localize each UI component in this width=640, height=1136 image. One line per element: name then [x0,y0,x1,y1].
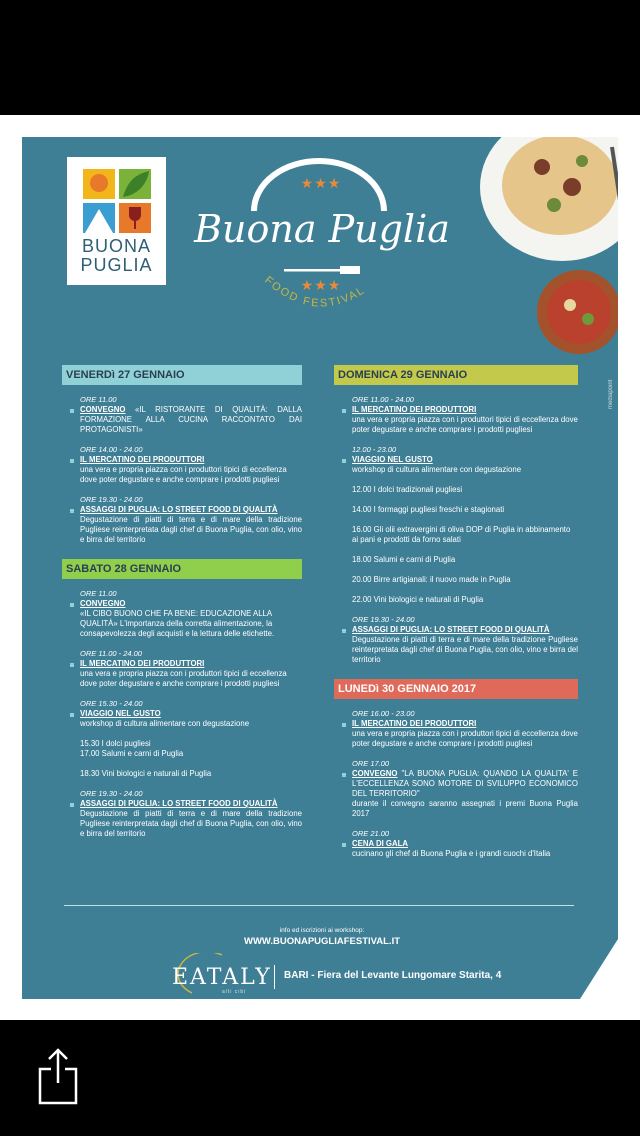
event-desc: una vera e propria piazza con i produttori tipici di eccellenza dove poter degustare e anche comprare i prodotti pugliesi [352,415,578,434]
event-time: ORE 11.00 [80,589,117,598]
event-time: ORE 17.00 [352,759,390,768]
event-desc: una vera e propria piazza con i produttori tipici di eccellenza dove poter degustare e anche comprare i prodotti pugliesi [352,729,578,748]
event-name: IL MERCATINO DEI PRODUTTORI [352,405,578,415]
event-time: ORE 11.00 - 24.00 [352,395,414,404]
page-fold-corner [580,939,618,999]
event-time: 12.00 - 23.00 [352,445,397,454]
event-name: IL MERCATINO DEI PRODUTTORI [80,659,302,669]
poster [22,137,618,999]
workshop-line: 12.00 I dolci tradizionali pugliesi [352,485,463,494]
event-item [62,495,302,545]
pasta-dish-image [462,137,618,267]
event-item [334,595,578,605]
event-item [62,445,302,485]
event-name: IL MERCATINO DEI PRODUTTORI [80,455,302,465]
day-header-saturday: SABATO 28 GENNAIO [62,559,302,579]
day-header-monday: LUNEDì 30 GENNAIO 2017 [334,679,578,699]
event-time: ORE 19.30 - 24.00 [80,495,143,504]
event-name: VIAGGIO NEL GUSTO [80,709,302,719]
workshop-line: 22.00 Vini biologici e naturali di Puglia [352,595,484,604]
event-name: ASSAGGI DI PUGLIA: LO STREET FOOD DI QUALITÀ [80,505,302,515]
event-desc: Degustazione di piatti di terra e di mare della tradizione Pugliese reinterpretata dagli chef di Buona Puglia, con olio, vino e birra del territorio [352,635,578,664]
event-item [334,395,578,435]
event-name: CENA DI GALA [352,839,578,849]
info-text: info ed iscrizioni ai workshop: [279,927,365,934]
stars-top: ★★★ [300,175,342,191]
workshop-line: 18.30 Vini biologici e naturali di Puglia [80,769,212,778]
stars-bottom: ★★★ [300,277,342,293]
event-desc: workshop di cultura alimentare con degustazione [80,719,250,728]
event-time: ORE 19.30 - 24.00 [80,789,143,798]
workshop-line: 16.00 Gli olii extravergini di oliva DOP di Puglia in abbinamento ai pani e prodotti da forno salati [352,525,571,544]
event-title-line [80,405,302,435]
event-title-line [352,769,578,799]
event-item [334,709,578,749]
top-black-bar [0,0,640,115]
bottom-toolbar [0,1020,640,1136]
logo-line-1: BUONA [81,236,151,256]
event-desc: cucinano gli chef di Buona Puglia e i grandi cuochi d'Italia [352,849,551,858]
workshop-line: 18.00 Salumi e carni di Puglia [352,555,456,564]
logo-mark-icon [83,169,151,233]
event-time: ORE 19.30 - 24.00 [352,615,415,624]
website-link[interactable]: WWW.BUONAPUGLIAFESTIVAL.IT [243,936,401,947]
footer-vertical-divider [274,965,275,989]
event-item [334,485,578,495]
event-time: ORE 11.00 [80,395,117,404]
event-item [334,575,578,585]
festival-title: Buona Puglia [194,207,450,251]
event-item [334,615,578,665]
event-item [334,759,578,819]
day-header-sunday: DOMENICA 29 GENNAIO [334,365,578,385]
venue-address: BARI - Fiera del Levante Lungomare Starita, 4 [284,970,502,981]
event-item [334,525,578,545]
fork-icon [284,265,360,275]
event-name: ASSAGGI DI PUGLIA: LO STREET FOOD DI QUALITÀ [352,625,578,635]
event-name-rest: «IL RISTORANTE DI QUALITÀ: DALLA FORMAZIONE ALLA CUCINA RACCONTATO DAI PROTAGONISTI» [80,405,302,434]
event-name: IL MERCATINO DEI PRODUTTORI [352,719,578,729]
event-name: CONVEGNO [352,769,398,778]
event-name: ASSAGGI DI PUGLIA: LO STREET FOOD DI QUALITÀ [80,799,302,809]
schedule-left [62,365,302,849]
event-name-rest: "LA BUONA PUGLIA: QUANDO LA QUALITA' E L'ECCELLENZA SONO MOTORE DI SVILUPPO ECONOMICO DEL TERRITORIO" [352,769,578,798]
event-name: CONVEGNO [80,599,302,609]
event-desc: una vera e propria piazza con i produttori tipici di eccellenza dove poter degustare e anche comprare i prodotti pugliesi [80,465,287,484]
event-item [62,789,302,839]
event-name: VIAGGIO NEL GUSTO [352,455,578,465]
poster-image [0,115,640,1020]
workshop-line: 20.00 Birre artigianali: il nuovo made in Puglia [352,575,511,584]
svg-text:FOOD FESTIVAL: FOOD FESTIVAL [262,275,368,310]
event-desc: una vera e propria piazza con i produttori tipici di eccellenza dove poter degustare e anche comprare i prodotti pugliesi [80,669,287,688]
event-desc: workshop di cultura alimentare con degustazione [352,465,522,474]
eataly-logo: EATALY [172,965,272,990]
event-item [62,395,302,435]
event-item [62,769,302,779]
event-time: ORE 14.00 - 24.00 [80,445,143,454]
event-time: ORE 21.00 [352,829,390,838]
schedule-right [334,365,578,869]
event-time: ORE 11.00 - 24.00 [80,649,142,658]
food-festival-subtitle [258,275,386,329]
event-item [62,699,302,729]
footer-divider [64,905,574,906]
eataly-tagline: alti cibi [222,989,247,995]
event-desc: «IL CIBO BUONO CHE FA BENE: EDUCAZIONE ALLA QUALITÀ» L'importanza della corretta alimentazione, la consapevolezza degli acquisti e la lettura delle etichette. [80,609,275,638]
workshop-line: 15.30 I dolci pugliesi [80,739,151,748]
event-desc: Degustazione di piatti di terra e di mare della tradizione Pugliese reinterpretata dagli chef di Buona Puglia, con olio, vino e birra del territorio [80,515,302,544]
share-icon [38,1047,78,1105]
event-name: CONVEGNO [80,405,126,414]
event-desc: Degustazione di piatti di terra e di mare della tradizione Pugliese reinterpretata dagli chef di Buona Puglia, con olio, vino e birra del territorio [80,809,302,838]
logo-text [67,237,166,275]
event-time: ORE 15.30 - 24.00 [80,699,143,708]
event-item [334,829,578,859]
event-item [334,445,578,475]
event-item [334,555,578,565]
event-time: ORE 16.00 - 23.00 [352,709,415,718]
event-desc: durante il convegno saranno assegnati i premi Buona Puglia 2017 [352,799,578,818]
logo-line-2: PUGLIA [80,255,153,275]
side-credit: mediapoint [608,379,614,409]
event-item [334,505,578,515]
event-item [62,739,302,759]
event-item [62,589,302,639]
workshop-line: 17.00 Salumi e carni di Puglia [80,749,184,758]
event-item [62,649,302,689]
share-button[interactable] [38,1047,78,1105]
bowl-image [534,267,618,357]
day-header-friday: VENERDì 27 GENNAIO [62,365,302,385]
workshop-line: 14.00 I formaggi pugliesi freschi e stagionati [352,505,505,514]
buona-puglia-logo [67,157,166,285]
